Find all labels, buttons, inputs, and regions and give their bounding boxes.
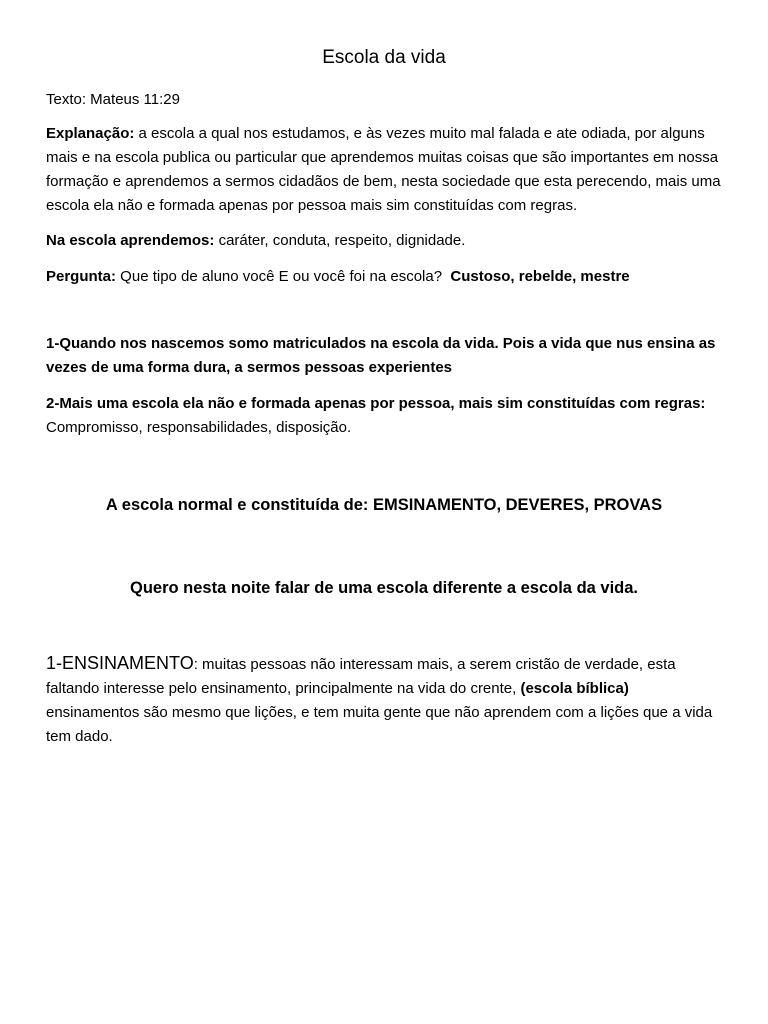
question-options: Custoso, rebelde, mestre (450, 268, 630, 285)
learned-paragraph (46, 229, 722, 253)
point-2-text: Compromisso, responsabilidades, disposição. (46, 419, 352, 436)
scripture-reference: Texto: Mateus 11:29 (46, 91, 180, 108)
normal-school-heading: A escola normal e constituída de: EMSINAMENTO, DEVERES, PROVAS (105, 496, 663, 514)
point-1-paragraph (46, 332, 722, 380)
point-2-paragraph (46, 392, 722, 440)
ensinamento-paragraph (46, 651, 722, 749)
ensinamento-bold: (escola bíblica) (520, 680, 629, 697)
point-1-text: 1-Quando nos nascemos somo matriculados na escola da vida. Pois a vida que nus ensina as vezes de uma forma dura, a sermos pessoas experientes (46, 335, 716, 376)
explanation-label: Explanação: (46, 125, 135, 142)
question-label: Pergunta: (46, 268, 117, 285)
question-paragraph (46, 265, 722, 289)
document-title: Escola da vida (322, 47, 446, 68)
ensinamento-text-a: : muitas pessoas não interessam mais, a serem cristão de verdade, esta faltando interesse pelo ensinamento, principalmente na vida do crente, (46, 656, 676, 697)
ensinamento-label: 1-ENSINAMENTO (46, 653, 194, 673)
point-2-bold: 2-Mais uma escola ela não e formada apenas por pessoa, mais sim constituídas com regras: (46, 395, 706, 412)
explanation-text: a escola a qual nos estudamos, e às vezes muito mal falada e ate odiada, por alguns mais e na escola publica ou particular que aprendemos muitas coisas que são importantes em nossa formação e aprendemos a sermos cidadãos de bem, nesta sociedade que esta perecendo, mais uma escola ela não e formada apenas por pessoa mais sim constituídas com regras. (46, 125, 721, 214)
different-school-heading: Quero nesta noite falar de uma escola diferente a escola da vida. (129, 579, 639, 597)
learned-text: caráter, conduta, respeito, dignidade. (214, 232, 466, 249)
question-text: Que tipo de aluno você E ou você foi na escola? (116, 268, 451, 285)
explanation-paragraph (46, 122, 722, 218)
ensinamento-text-c: ensinamentos são mesmo que lições, e tem muita gente que não aprendem com a lições que a vida tem dado. (46, 704, 713, 745)
learned-label: Na escola aprendemos: (46, 232, 215, 249)
